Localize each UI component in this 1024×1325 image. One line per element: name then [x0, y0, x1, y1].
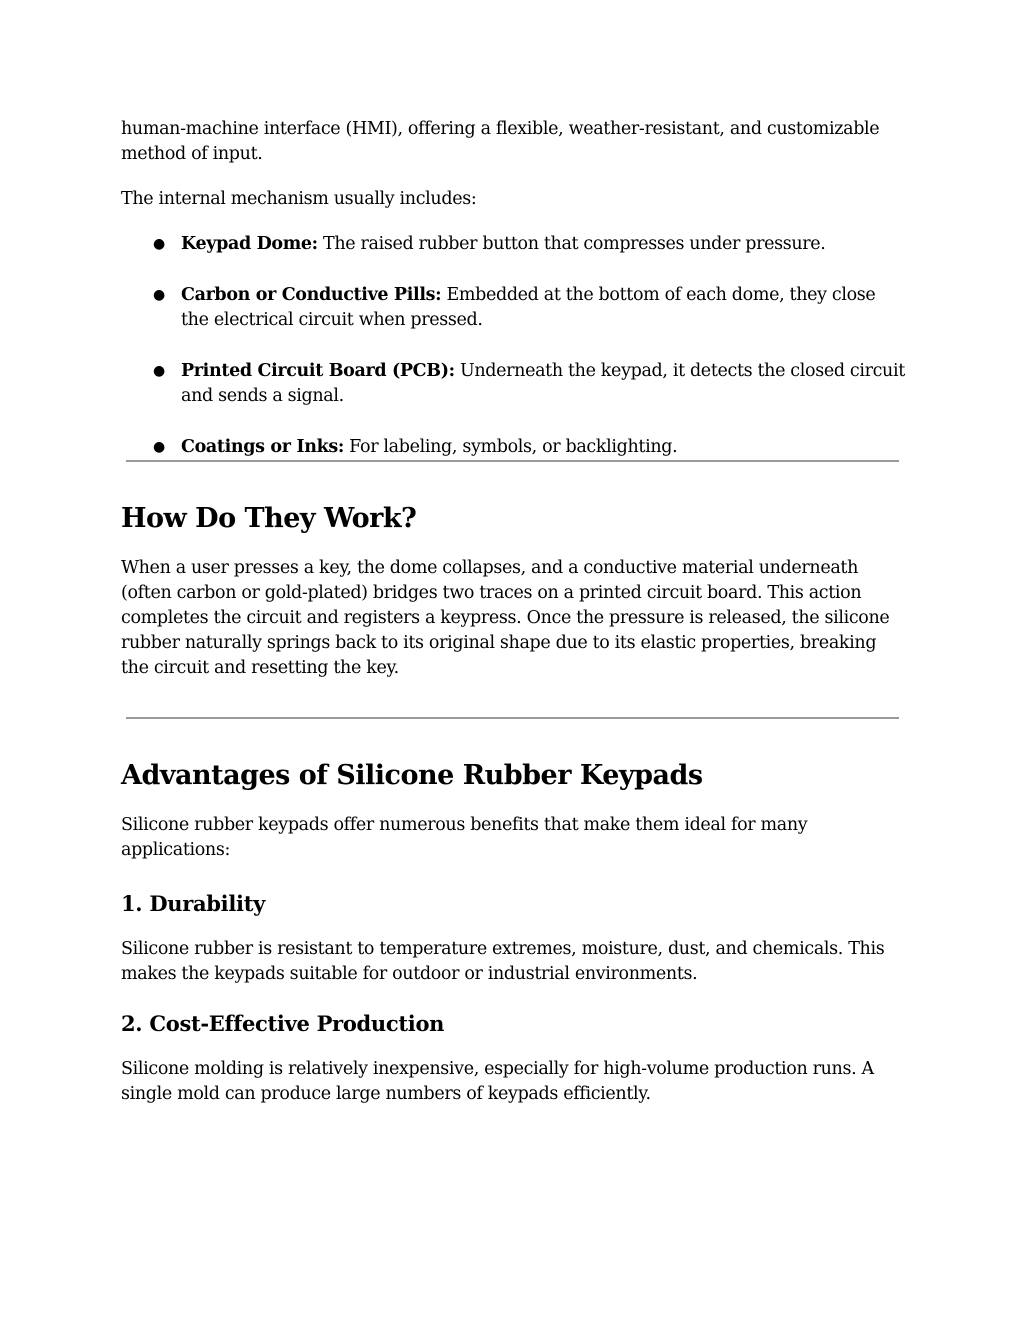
list-item [121, 283, 906, 333]
durability-heading: 1. Durability [121, 891, 266, 916]
bullet-icon: ● [153, 287, 165, 303]
list-item-text: The raised rubber button that compresses under pressure. [317, 234, 826, 254]
list-item-text: For labeling, symbols, or backlighting. [343, 437, 678, 457]
mechanism-lead: The internal mechanism usually includes: [121, 189, 477, 209]
list-item [121, 359, 906, 409]
cost-effective-heading: 2. Cost-Effective Production [121, 1011, 445, 1036]
list-item-term: Carbon or Conductive Pills: [181, 285, 442, 305]
durability-body: Silicone rubber is resistant to temperature extremes, moisture, dust, and chemicals. This makes the keypads suitable for outdoor or industrial environments. [121, 939, 885, 984]
how-heading: How Do They Work? [121, 503, 417, 534]
bullet-icon: ● [153, 363, 165, 379]
list-item-term: Coatings or Inks: [181, 437, 344, 457]
section-divider [126, 460, 899, 462]
bullet-icon: ● [153, 439, 165, 455]
list-item-text: Embedded at the bottom of each dome, they close the electrical circuit when pressed. [181, 285, 876, 330]
section-divider [126, 717, 899, 719]
how-body: When a user presses a key, the dome collapses, and a conductive material underneath (often carbon or gold-plated) bridges two traces on a printed circuit board. This action completes the circuit and registers a keypress. Once the pressure is released, the silicone rubber naturally springs back to its original shape due to its elastic properties, breaking the circuit and resetting the key. [121, 558, 890, 678]
list-item-term: Printed Circuit Board (PCB): [181, 361, 455, 381]
list-item-text: Underneath the keypad, it detects the closed circuit and sends a signal. [181, 361, 905, 406]
document-page [121, 117, 906, 1107]
advantages-heading: Advantages of Silicone Rubber Keypads [121, 760, 703, 791]
advantages-intro: Silicone rubber keypads offer numerous benefits that make them ideal for many applications: [121, 815, 808, 860]
mechanism-list [121, 232, 906, 460]
list-item [121, 232, 906, 257]
cost-effective-body: Silicone molding is relatively inexpensive, especially for high-volume production runs. A single mold can produce large numbers of keypads efficiently. [121, 1059, 874, 1104]
intro-continuation: human-machine interface (HMI), offering a flexible, weather-resistant, and customizable method of input. [121, 119, 880, 164]
list-item-term: Keypad Dome: [181, 234, 318, 254]
list-item [121, 435, 906, 460]
bullet-icon: ● [153, 236, 165, 252]
